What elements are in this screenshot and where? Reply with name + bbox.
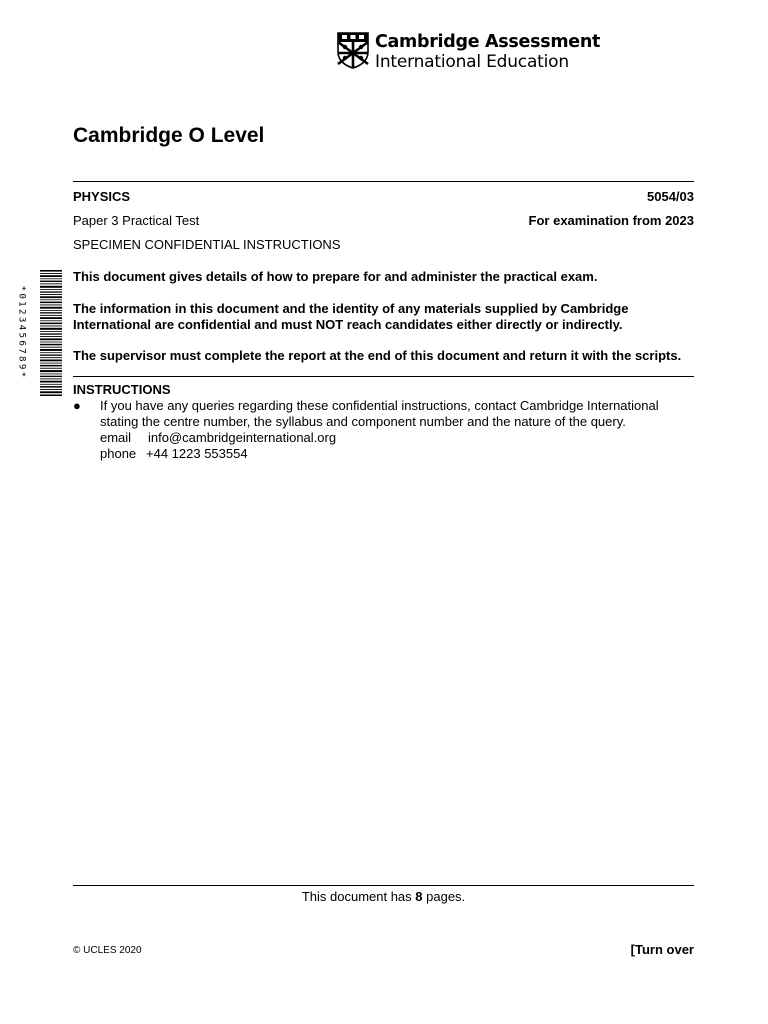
subject-name: PHYSICS [73,189,131,204]
email-value: info@cambridgeinternational.org [148,430,337,445]
phone-row [100,446,248,462]
logo-line-2: International Education [375,52,569,72]
instructions-divider [73,376,694,377]
barcode-digits: *0123456789* [16,285,28,380]
document-type-row [73,237,694,253]
exam-from: For examination from 2023 [528,213,694,228]
notice-2: The information in this document and the identity of any materials supplied by Cambridge International are confidential and must NOT reach candidates either directly or indirectly. [73,301,629,332]
bullet-icon: ● [73,398,81,413]
paper-row [73,213,694,229]
syllabus-code: 5054/03 [647,189,694,204]
document-type: SPECIMEN CONFIDENTIAL INSTRUCTIONS [73,237,341,252]
cambridge-logo [337,32,600,72]
barcode [28,270,62,396]
copyright: © UCLES 2020 [73,945,142,956]
instructions-heading: INSTRUCTIONS [73,382,171,397]
notice-1: This document gives details of how to prepare for and administer the practical exam. [73,269,598,284]
page-count-note [73,889,694,905]
header-divider [73,181,694,182]
notice-3: The supervisor must complete the report at the end of this document and return it with the scripts. [73,348,682,363]
footer-divider [73,885,694,886]
email-row [100,430,336,446]
page-count-suffix: pages. [422,889,466,904]
qualification-title: Cambridge O Level [73,124,265,147]
instructions-bullet-text: If you have any queries regarding these confidential instructions, contact Cambridge International stating the centre number, the syllabus and component number and the nature of the query. [100,398,659,429]
phone-label: phone [100,446,137,461]
paper-name: Paper 3 Practical Test [73,213,200,228]
email-label: email [100,430,132,445]
page-count-prefix: This document has [301,889,416,904]
cambridge-crest-icon [337,32,369,69]
phone-value: +44 1223 553554 [146,446,248,461]
subject-row [73,189,694,205]
logo-line-1: Cambridge Assessment [375,32,601,52]
page-count: 8 [415,889,423,904]
turn-over: [Turn over [630,942,694,957]
